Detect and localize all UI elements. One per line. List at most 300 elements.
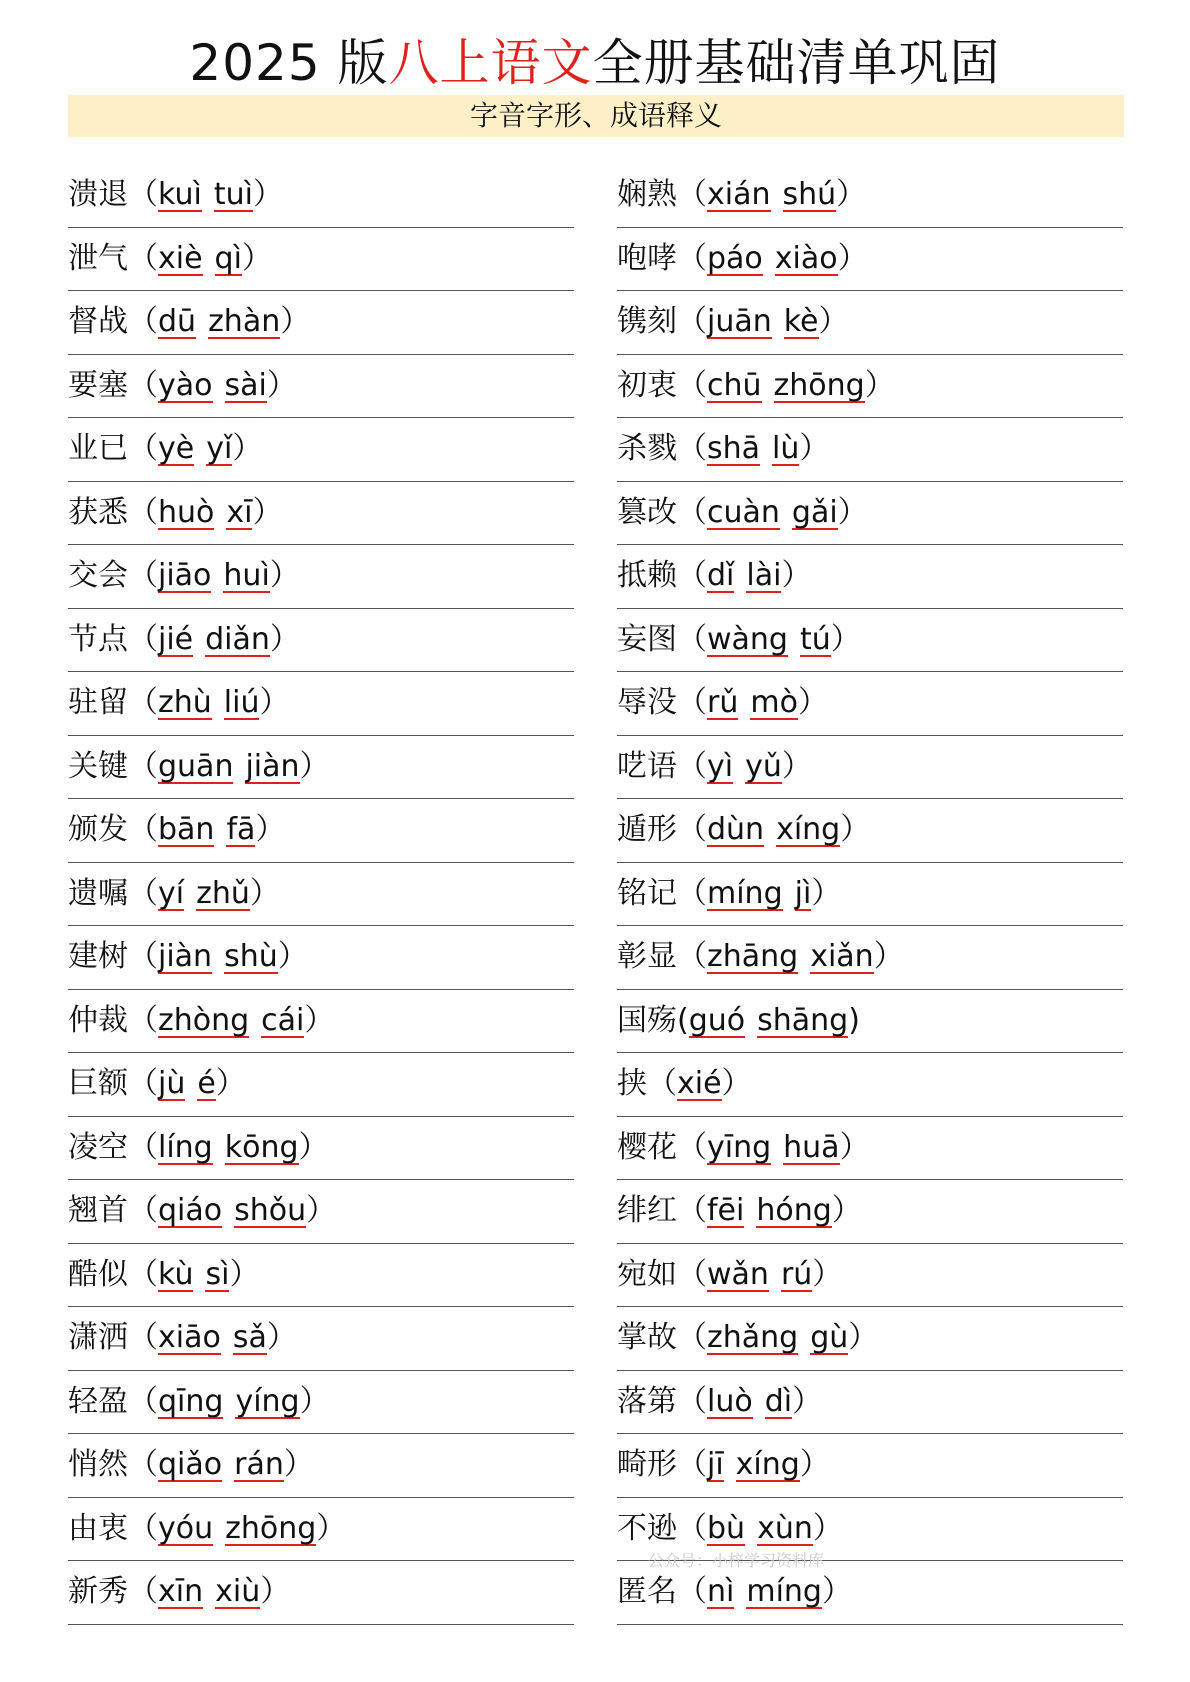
open-paren: （ xyxy=(128,304,158,339)
vocab-word: 铭记 xyxy=(617,875,677,911)
pinyin xyxy=(158,1053,216,1115)
pinyin-syllable: bān xyxy=(158,812,215,847)
pinyin-syllable: huì xyxy=(223,558,270,593)
vocab-word: 轻盈 xyxy=(68,1383,128,1419)
vocab-word: 督战 xyxy=(68,304,128,339)
pinyin-syllable: wàng xyxy=(707,621,788,657)
close-paren: ） xyxy=(241,240,272,276)
open-paren: （ xyxy=(677,1447,707,1482)
close-paren: ） xyxy=(811,875,842,911)
close-paren: ） xyxy=(280,304,311,339)
vocab-row xyxy=(68,545,574,609)
pinyin-syllable: luò xyxy=(707,1383,753,1419)
pinyin-syllable: wǎn xyxy=(707,1256,769,1292)
open-paren: （ xyxy=(128,177,158,212)
pinyin xyxy=(677,1053,722,1115)
pinyin-syllable: lài xyxy=(746,558,782,593)
open-paren: （ xyxy=(677,1574,707,1609)
pinyin-syllable: xíng xyxy=(735,1447,800,1482)
pinyin-syllable: zhōng xyxy=(773,367,865,403)
open-paren: （ xyxy=(128,1129,158,1165)
vocab-row xyxy=(617,799,1123,863)
pinyin xyxy=(158,1498,316,1560)
close-paren: ） xyxy=(821,1574,852,1609)
open-paren: （ xyxy=(128,1383,158,1419)
pinyin-syllable: gǎi xyxy=(791,494,838,530)
pinyin-syllable: lù xyxy=(772,431,800,466)
pinyin-syllable: jī xyxy=(707,1447,724,1482)
open-paren: （ xyxy=(677,240,707,276)
pinyin-syllable: yào xyxy=(158,367,213,403)
pinyin xyxy=(158,418,232,480)
open-paren: （ xyxy=(677,748,707,784)
close-paren: ） xyxy=(781,558,812,593)
close-paren: ） xyxy=(848,1320,879,1355)
vocab-word: 溃退 xyxy=(68,177,128,212)
vocab-word: 挟 xyxy=(617,1066,647,1101)
vocab-row xyxy=(617,418,1123,482)
pinyin-syllable: xiè xyxy=(158,240,203,276)
pinyin-syllable: yè xyxy=(158,431,195,466)
open-paren: （ xyxy=(677,177,707,212)
open-paren: （ xyxy=(128,1193,158,1228)
pinyin-syllable: nì xyxy=(707,1574,735,1609)
pinyin-syllable: cuàn xyxy=(707,494,780,530)
vocab-row xyxy=(68,1053,574,1117)
pinyin-syllable: zhāng xyxy=(707,939,799,974)
open-paren: （ xyxy=(677,431,707,466)
pinyin xyxy=(158,1180,306,1242)
vocab-row xyxy=(617,863,1123,927)
open-paren: （ xyxy=(128,1574,158,1609)
pinyin xyxy=(707,672,798,734)
close-paren: ） xyxy=(259,685,290,720)
pinyin-syllable: xiào xyxy=(774,240,838,276)
close-paren: ） xyxy=(277,939,308,974)
pinyin xyxy=(707,799,840,861)
pinyin xyxy=(707,1180,832,1242)
close-paren: ） xyxy=(269,558,300,593)
pinyin-syllable: zhù xyxy=(158,685,212,720)
pinyin xyxy=(707,545,781,607)
vocab-word: 建树 xyxy=(68,939,128,974)
open-paren: （ xyxy=(128,875,158,911)
page-title xyxy=(0,28,1190,98)
pinyin xyxy=(158,609,270,671)
vocab-word: 匿名 xyxy=(617,1574,677,1609)
pinyin-syllable: líng xyxy=(158,1129,213,1165)
open-paren: （ xyxy=(128,494,158,530)
close-paren: ） xyxy=(299,1383,330,1419)
pinyin-syllable: kuì xyxy=(158,177,202,212)
vocab-word: 初衷 xyxy=(617,367,677,403)
close-paren: ） xyxy=(306,1193,337,1228)
vocab-word: 遁形 xyxy=(617,812,677,847)
open-paren: （ xyxy=(128,1002,158,1038)
pinyin-syllable: jù xyxy=(158,1066,186,1101)
close-paren: ） xyxy=(283,1447,314,1482)
pinyin xyxy=(707,736,782,798)
vocab-word: 绯红 xyxy=(617,1193,677,1228)
vocab-word: 呓语 xyxy=(617,748,677,784)
pinyin-syllable: rú xyxy=(780,1256,813,1292)
pinyin-syllable: shú xyxy=(782,177,837,212)
pinyin-syllable: fēi xyxy=(707,1193,745,1228)
pinyin-syllable: juān xyxy=(707,304,772,339)
pinyin-syllable: fā xyxy=(226,812,256,847)
vocab-word: 仲裁 xyxy=(68,1002,128,1038)
pinyin-syllable: jié xyxy=(158,621,194,657)
pinyin-syllable: yǐ xyxy=(206,431,233,466)
close-paren: ） xyxy=(818,304,849,339)
close-paren: ） xyxy=(830,621,861,657)
pinyin xyxy=(707,164,836,226)
vocab-row xyxy=(68,418,574,482)
pinyin-syllable: xiù xyxy=(215,1574,261,1609)
pinyin xyxy=(158,482,252,544)
pinyin-syllable: xié xyxy=(677,1066,722,1101)
pinyin xyxy=(707,609,831,671)
pinyin-syllable: qīng xyxy=(158,1383,224,1419)
vocab-row xyxy=(68,1244,574,1308)
vocab-word: 掌故 xyxy=(617,1320,677,1355)
pinyin-syllable: zhǔ xyxy=(196,875,250,911)
pinyin xyxy=(707,291,819,353)
vocab-row xyxy=(617,164,1123,228)
open-paren: ( xyxy=(677,1002,689,1038)
open-paren: （ xyxy=(128,240,158,276)
vocab-row xyxy=(68,228,574,292)
pinyin xyxy=(158,863,250,925)
vocab-word: 遗嘱 xyxy=(68,875,128,911)
vocab-word: 辱没 xyxy=(617,685,677,720)
title-year: 2025 版 xyxy=(189,34,389,92)
vocab-row xyxy=(68,736,574,800)
vocab-row xyxy=(617,545,1123,609)
vocab-row xyxy=(68,799,574,863)
pinyin-syllable: é xyxy=(197,1066,216,1101)
close-paren: ） xyxy=(797,685,828,720)
pinyin-syllable: zhōng xyxy=(225,1510,317,1546)
vocab-word: 获悉 xyxy=(68,494,128,530)
pinyin-syllable: cái xyxy=(261,1002,305,1038)
vocab-word: 娴熟 xyxy=(617,177,677,212)
pinyin-syllable: rán xyxy=(234,1447,284,1482)
open-paren: （ xyxy=(128,367,158,403)
open-paren: （ xyxy=(677,1193,707,1228)
vocab-word: 交会 xyxy=(68,558,128,593)
subtitle-bar xyxy=(68,95,1124,137)
open-paren: （ xyxy=(677,685,707,720)
vocab-row xyxy=(617,1180,1123,1244)
pinyin-syllable: diǎn xyxy=(205,621,270,657)
pinyin-syllable: míng xyxy=(746,1574,822,1609)
vocab-word: 悄然 xyxy=(68,1447,128,1482)
open-paren: （ xyxy=(128,939,158,974)
vocab-word: 凌空 xyxy=(68,1129,128,1165)
close-paren: ） xyxy=(831,1193,862,1228)
pinyin xyxy=(158,228,242,290)
pinyin xyxy=(707,1434,800,1496)
pinyin xyxy=(707,926,874,988)
pinyin-syllable: hóng xyxy=(756,1193,832,1228)
close-paren: ) xyxy=(848,1002,860,1038)
open-paren: （ xyxy=(128,558,158,593)
pinyin-syllable: guān xyxy=(158,748,234,784)
pinyin-syllable: guó xyxy=(688,1002,746,1038)
pinyin-syllable: xíng xyxy=(776,812,841,847)
vocab-row xyxy=(617,736,1123,800)
pinyin-syllable: dū xyxy=(158,304,197,339)
title-rest: 全册基础清单巩固 xyxy=(592,34,1001,92)
close-paren: ） xyxy=(840,812,871,847)
vocab-row xyxy=(68,926,574,990)
close-paren: ） xyxy=(836,177,867,212)
vocab-word: 畸形 xyxy=(617,1447,677,1482)
vocab-word: 宛如 xyxy=(617,1256,677,1292)
close-paren: ） xyxy=(837,494,868,530)
vocab-word: 妄图 xyxy=(617,621,677,657)
vocab-row xyxy=(68,1561,574,1625)
close-paren: ） xyxy=(812,1256,843,1292)
pinyin-syllable: shā xyxy=(707,431,761,466)
vocab-row xyxy=(68,1371,574,1435)
watermark: 公众号：小梓学习资料库 xyxy=(648,1551,825,1570)
open-paren: （ xyxy=(128,748,158,784)
open-paren: （ xyxy=(128,1320,158,1355)
vocab-word: 由衷 xyxy=(68,1510,128,1546)
vocab-word: 抵赖 xyxy=(617,558,677,593)
pinyin-syllable: yóu xyxy=(158,1510,214,1546)
close-paren: ） xyxy=(229,1256,260,1292)
vocab-row xyxy=(68,164,574,228)
vocab-word: 彰显 xyxy=(617,939,677,974)
vocab-row xyxy=(617,609,1123,673)
vocab-row xyxy=(617,1117,1123,1181)
vocab-row xyxy=(617,1434,1123,1498)
vocab-row xyxy=(68,863,574,927)
vocab-word: 业已 xyxy=(68,431,128,466)
vocab-word: 国殇 xyxy=(617,1002,677,1038)
vocab-row xyxy=(617,672,1123,736)
pinyin-syllable: rǔ xyxy=(707,685,739,720)
close-paren: ） xyxy=(260,1574,291,1609)
pinyin-syllable: dì xyxy=(764,1383,793,1419)
pinyin-syllable: tuì xyxy=(213,177,253,212)
right-column xyxy=(617,164,1123,1625)
vocab-row xyxy=(68,355,574,419)
close-paren: ） xyxy=(255,812,286,847)
close-paren: ） xyxy=(252,494,283,530)
open-paren: （ xyxy=(677,939,707,974)
close-paren: ） xyxy=(266,1320,297,1355)
open-paren: （ xyxy=(677,875,707,911)
vocab-row xyxy=(617,1307,1123,1371)
open-paren: （ xyxy=(128,621,158,657)
close-paren: ） xyxy=(298,1129,329,1165)
pinyin-syllable: qiáo xyxy=(158,1193,223,1228)
close-paren: ） xyxy=(249,875,280,911)
subtitle: 字音字形、成语释义 xyxy=(469,99,722,132)
vocab-word: 潇洒 xyxy=(68,1320,128,1355)
close-paren: ） xyxy=(304,1002,335,1038)
open-paren: （ xyxy=(128,1256,158,1292)
open-paren: （ xyxy=(677,1256,707,1292)
pinyin-syllable: sài xyxy=(224,367,267,403)
close-paren: ） xyxy=(839,1129,870,1165)
vocab-row xyxy=(68,672,574,736)
close-paren: ） xyxy=(269,621,300,657)
vocab-word: 落第 xyxy=(617,1383,677,1419)
vocab-row xyxy=(68,609,574,673)
close-paren: ） xyxy=(299,748,330,784)
vocab-row xyxy=(617,1053,1123,1117)
pinyin-syllable: jiàn xyxy=(158,939,213,974)
close-paren: ） xyxy=(873,939,904,974)
close-paren: ） xyxy=(721,1066,752,1101)
vocab-row xyxy=(617,355,1123,419)
close-paren: ） xyxy=(232,431,263,466)
close-paren: ） xyxy=(215,1066,246,1101)
vocab-row xyxy=(68,1498,574,1562)
pinyin-syllable: chū xyxy=(707,367,762,403)
open-paren: （ xyxy=(647,1066,677,1101)
pinyin-syllable: shù xyxy=(224,939,278,974)
pinyin-syllable: xiǎn xyxy=(810,939,874,974)
close-paren: ） xyxy=(792,1383,823,1419)
vocab-row xyxy=(617,482,1123,546)
vocab-word: 节点 xyxy=(68,621,128,657)
pinyin-syllable: zhòng xyxy=(158,1002,250,1038)
vocab-row xyxy=(617,1244,1123,1308)
pinyin xyxy=(707,1117,840,1179)
vocab-word: 要塞 xyxy=(68,367,128,403)
pinyin-syllable: qiǎo xyxy=(158,1447,223,1482)
vocab-row xyxy=(68,291,574,355)
pinyin xyxy=(158,1434,284,1496)
open-paren: （ xyxy=(677,1510,707,1546)
open-paren: （ xyxy=(128,812,158,847)
pinyin xyxy=(707,863,811,925)
vocab-row xyxy=(68,1180,574,1244)
pinyin xyxy=(158,736,300,798)
pinyin xyxy=(158,291,280,353)
vocab-word: 镌刻 xyxy=(617,304,677,339)
vocab-row xyxy=(617,926,1123,990)
pinyin-syllable: míng xyxy=(707,875,783,911)
vocab-row xyxy=(68,1434,574,1498)
open-paren: （ xyxy=(128,685,158,720)
close-paren: ） xyxy=(864,367,895,403)
pinyin-syllable: shāng xyxy=(757,1002,849,1038)
pinyin-syllable: xī xyxy=(226,494,253,530)
pinyin xyxy=(158,164,253,226)
close-paren: ） xyxy=(266,367,297,403)
pinyin xyxy=(158,1117,299,1179)
pinyin-syllable: xīn xyxy=(158,1574,204,1609)
pinyin xyxy=(158,1244,229,1306)
close-paren: ） xyxy=(799,431,830,466)
open-paren: （ xyxy=(677,621,707,657)
pinyin xyxy=(707,418,799,480)
pinyin-syllable: liú xyxy=(223,685,260,720)
pinyin-syllable: huā xyxy=(783,1129,840,1165)
open-paren: （ xyxy=(677,494,707,530)
pinyin-syllable: gù xyxy=(810,1320,849,1355)
vocab-word: 樱花 xyxy=(617,1129,677,1165)
pinyin xyxy=(158,1561,260,1623)
close-paren: ） xyxy=(781,748,812,784)
open-paren: （ xyxy=(128,1066,158,1101)
pinyin xyxy=(158,545,270,607)
pinyin-syllable: kè xyxy=(783,304,819,339)
pinyin xyxy=(158,926,278,988)
open-paren: （ xyxy=(677,812,707,847)
vocab-row xyxy=(68,1307,574,1371)
pinyin-syllable: yǔ xyxy=(745,748,782,784)
pinyin-syllable: yīng xyxy=(707,1129,772,1165)
vocab-word: 泄气 xyxy=(68,240,128,276)
pinyin-syllable: sì xyxy=(205,1256,230,1292)
pinyin xyxy=(707,1244,812,1306)
pinyin-syllable: dùn xyxy=(707,812,765,847)
vocab-row xyxy=(68,482,574,546)
pinyin-syllable: shǒu xyxy=(234,1193,307,1228)
vocab-word: 巨额 xyxy=(68,1066,128,1101)
pinyin-syllable: jiāo xyxy=(158,558,212,593)
pinyin xyxy=(707,1371,792,1433)
close-paren: ） xyxy=(837,240,868,276)
close-paren: ） xyxy=(252,177,283,212)
pinyin xyxy=(158,355,267,417)
pinyin xyxy=(707,355,865,417)
pinyin xyxy=(707,1307,848,1369)
title-highlight: 八上语文 xyxy=(388,34,593,92)
pinyin-syllable: xùn xyxy=(757,1510,813,1546)
pinyin-syllable: qì xyxy=(214,240,242,276)
pinyin-syllable: yíng xyxy=(235,1383,300,1419)
pinyin-syllable: tú xyxy=(799,621,831,657)
pinyin xyxy=(158,990,304,1052)
close-paren: ） xyxy=(799,1447,830,1482)
pinyin-syllable: yí xyxy=(158,875,185,911)
open-paren: （ xyxy=(677,304,707,339)
pinyin-syllable: yì xyxy=(707,748,734,784)
pinyin-syllable: xiāo xyxy=(158,1320,221,1355)
pinyin-syllable: zhàn xyxy=(208,304,281,339)
left-column xyxy=(68,164,574,1625)
pinyin-syllable: zhǎng xyxy=(707,1320,799,1355)
vocab-row xyxy=(617,291,1123,355)
vocab-word: 翘首 xyxy=(68,1193,128,1228)
pinyin xyxy=(158,799,255,861)
pinyin-syllable: jì xyxy=(794,875,812,911)
pinyin xyxy=(707,482,838,544)
pinyin xyxy=(158,672,259,734)
pinyin xyxy=(158,1371,300,1433)
pinyin xyxy=(689,990,849,1052)
close-paren: ） xyxy=(812,1510,843,1546)
open-paren: （ xyxy=(677,1383,707,1419)
pinyin-syllable: kōng xyxy=(224,1129,299,1165)
open-paren: （ xyxy=(128,1447,158,1482)
vocab-row xyxy=(617,990,1123,1054)
pinyin-syllable: bù xyxy=(707,1510,746,1546)
vocab-word: 关键 xyxy=(68,748,128,784)
pinyin-syllable: jiàn xyxy=(245,748,300,784)
vocab-row xyxy=(68,990,574,1054)
pinyin-syllable: huò xyxy=(158,494,215,530)
